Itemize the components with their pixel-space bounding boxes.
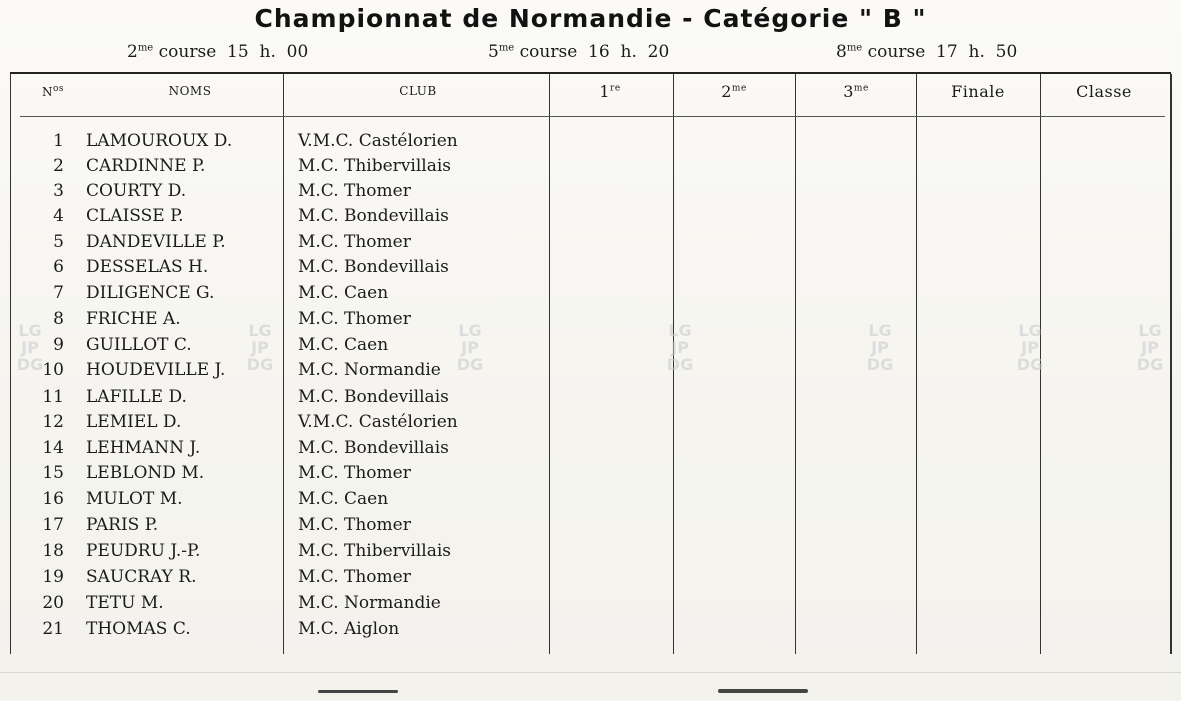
watermark-logo <box>10 322 50 373</box>
watermark-line-2: JP <box>871 338 889 357</box>
header-nos-main: N <box>41 85 53 99</box>
header-noms: NOMS <box>168 84 212 98</box>
rider-number: 2 <box>53 156 64 176</box>
watermark-line-1: LG <box>868 321 892 340</box>
rider-club: M.C. Thomer <box>298 515 411 535</box>
rider-name: THOMAS C. <box>86 619 191 639</box>
rider-name: SAUCRAY R. <box>86 567 197 587</box>
rider-number: 8 <box>53 309 64 329</box>
rider-club: M.C. Caen <box>298 283 389 303</box>
rider-name: TETU M. <box>86 593 164 613</box>
header-finale: Finale <box>951 82 1005 101</box>
watermark-line-3: DG <box>16 355 44 374</box>
rider-name: LEHMANN J. <box>86 438 201 458</box>
watermark-line-2: JP <box>1141 338 1159 357</box>
rider-club: M.C. Aiglon <box>298 619 400 639</box>
watermark-line-2: JP <box>671 338 689 357</box>
race-ordinal: 8 <box>836 42 847 62</box>
rider-name: HOUDEVILLE J. <box>86 360 226 380</box>
watermark-line-1: LG <box>1018 321 1042 340</box>
race-time-text: course 16 h. 20 <box>514 42 670 62</box>
watermark-line-1: LG <box>18 321 42 340</box>
race-ordinal-suffix: me <box>846 42 863 54</box>
watermark-line-2: JP <box>1021 338 1039 357</box>
rider-number: 9 <box>53 335 64 355</box>
rider-club: M.C. Thomer <box>298 463 411 483</box>
rider-number: 19 <box>42 567 64 587</box>
header-nos-sup: os <box>52 84 65 94</box>
rider-number: 1 <box>53 131 64 151</box>
watermark-line-3: DG <box>456 355 484 374</box>
race-ordinal: 2 <box>127 42 138 62</box>
rider-number: 15 <box>42 463 64 483</box>
watermark-logo <box>660 322 700 373</box>
watermark-logo <box>450 322 490 373</box>
header-race-3 <box>806 82 906 101</box>
rider-name: LEBLOND M. <box>86 463 205 483</box>
watermark-line-1: LG <box>458 321 482 340</box>
watermark-logo <box>860 322 900 373</box>
rider-number: 18 <box>42 541 64 561</box>
rider-number: 16 <box>42 489 64 509</box>
rider-name: DANDEVILLE P. <box>86 232 226 252</box>
rider-name: GUILLOT C. <box>86 335 192 355</box>
watermark-line-3: DG <box>1136 355 1164 374</box>
rider-club: M.C. Normandie <box>298 360 441 380</box>
rider-name: LEMIEL D. <box>86 412 182 432</box>
watermark-line-3: DG <box>246 355 274 374</box>
race-ordinal-suffix: me <box>137 42 154 54</box>
rider-club: M.C. Thomer <box>298 567 411 587</box>
rider-club: M.C. Thomer <box>298 309 411 329</box>
race-ordinal-suffix: me <box>498 42 515 54</box>
race-time-text: course 17 h. 50 <box>862 42 1018 62</box>
watermark-line-3: DG <box>866 355 894 374</box>
rider-name: MULOT M. <box>86 489 183 509</box>
header-underline <box>20 116 1165 117</box>
rider-number: 14 <box>42 438 64 458</box>
rider-number: 5 <box>53 232 64 252</box>
watermark-line-2: JP <box>251 338 269 357</box>
rider-number: 12 <box>42 412 64 432</box>
rider-club: V.M.C. Castélorien <box>298 412 458 432</box>
watermark-logo <box>1130 322 1170 373</box>
rider-number: 10 <box>42 360 64 380</box>
watermark-line-1: LG <box>248 321 272 340</box>
rider-name: DESSELAS H. <box>86 257 209 277</box>
page-fold <box>0 672 1181 701</box>
header-race-3-main: 3 <box>843 82 854 101</box>
binding-staple-right <box>718 689 808 693</box>
rider-number: 17 <box>42 515 64 535</box>
race-time-3 <box>836 42 1017 62</box>
watermark-line-2: JP <box>21 338 39 357</box>
rider-club: M.C. Normandie <box>298 593 441 613</box>
watermark-line-3: DG <box>1016 355 1044 374</box>
race-time-1 <box>127 42 308 62</box>
rider-club: M.C. Bondevillais <box>298 257 449 277</box>
watermark-line-3: DG <box>666 355 694 374</box>
header-race-1-main: 1 <box>599 82 611 101</box>
watermark-logo <box>240 322 280 373</box>
rider-name: PARIS P. <box>86 515 159 535</box>
rider-number: 7 <box>53 283 64 303</box>
rider-name: DILIGENCE G. <box>86 283 215 303</box>
race-schedule <box>0 42 1181 68</box>
watermark-band <box>0 322 1181 382</box>
rider-club: M.C. Thomer <box>298 232 411 252</box>
rider-club: M.C. Thibervillais <box>298 541 452 561</box>
rider-name: PEUDRU J.-P. <box>86 541 201 561</box>
rider-name: CLAISSE P. <box>86 206 184 226</box>
binding-staple-left <box>318 690 398 693</box>
rider-club: M.C. Caen <box>298 489 389 509</box>
header-race-1-sup: re <box>610 83 621 94</box>
rider-club: M.C. Thomer <box>298 181 411 201</box>
rider-name: CARDINNE P. <box>86 156 206 176</box>
rider-club: M.C. Thibervillais <box>298 156 452 176</box>
header-race-2-sup: me <box>731 83 747 94</box>
race-time-text: course 15 h. 00 <box>153 42 309 62</box>
race-ordinal: 5 <box>488 42 499 62</box>
header-race-1 <box>560 82 660 101</box>
watermark-line-1: LG <box>668 321 692 340</box>
rider-number: 20 <box>42 593 64 613</box>
rider-club: M.C. Bondevillais <box>298 206 449 226</box>
rider-name: FRICHE A. <box>86 309 181 329</box>
header-race-2 <box>684 82 784 101</box>
watermark-line-1: LG <box>1138 321 1162 340</box>
rider-number: 11 <box>42 387 64 407</box>
race-time-2 <box>488 42 669 62</box>
header-nos <box>28 84 78 99</box>
header-club: CLUB <box>399 84 437 98</box>
rider-number: 4 <box>53 206 64 226</box>
rider-club: M.C. Caen <box>298 335 389 355</box>
rider-number: 3 <box>53 181 64 201</box>
rider-club: M.C. Bondevillais <box>298 387 449 407</box>
rider-club: V.M.C. Castélorien <box>298 131 458 151</box>
rider-name: LAFILLE D. <box>86 387 187 407</box>
header-race-2-main: 2 <box>721 82 732 101</box>
rider-name: LAMOUROUX D. <box>86 131 233 151</box>
rider-number: 21 <box>42 619 64 639</box>
page-title: Championnat de Normandie - Catégorie " B " <box>254 4 927 33</box>
watermark-logo <box>1010 322 1050 373</box>
header-classe: Classe <box>1076 82 1132 101</box>
watermark-line-2: JP <box>461 338 479 357</box>
rider-name: COURTY D. <box>86 181 187 201</box>
header-race-3-sup: me <box>853 83 869 94</box>
rider-club: M.C. Bondevillais <box>298 438 449 458</box>
rider-number: 6 <box>53 257 64 277</box>
